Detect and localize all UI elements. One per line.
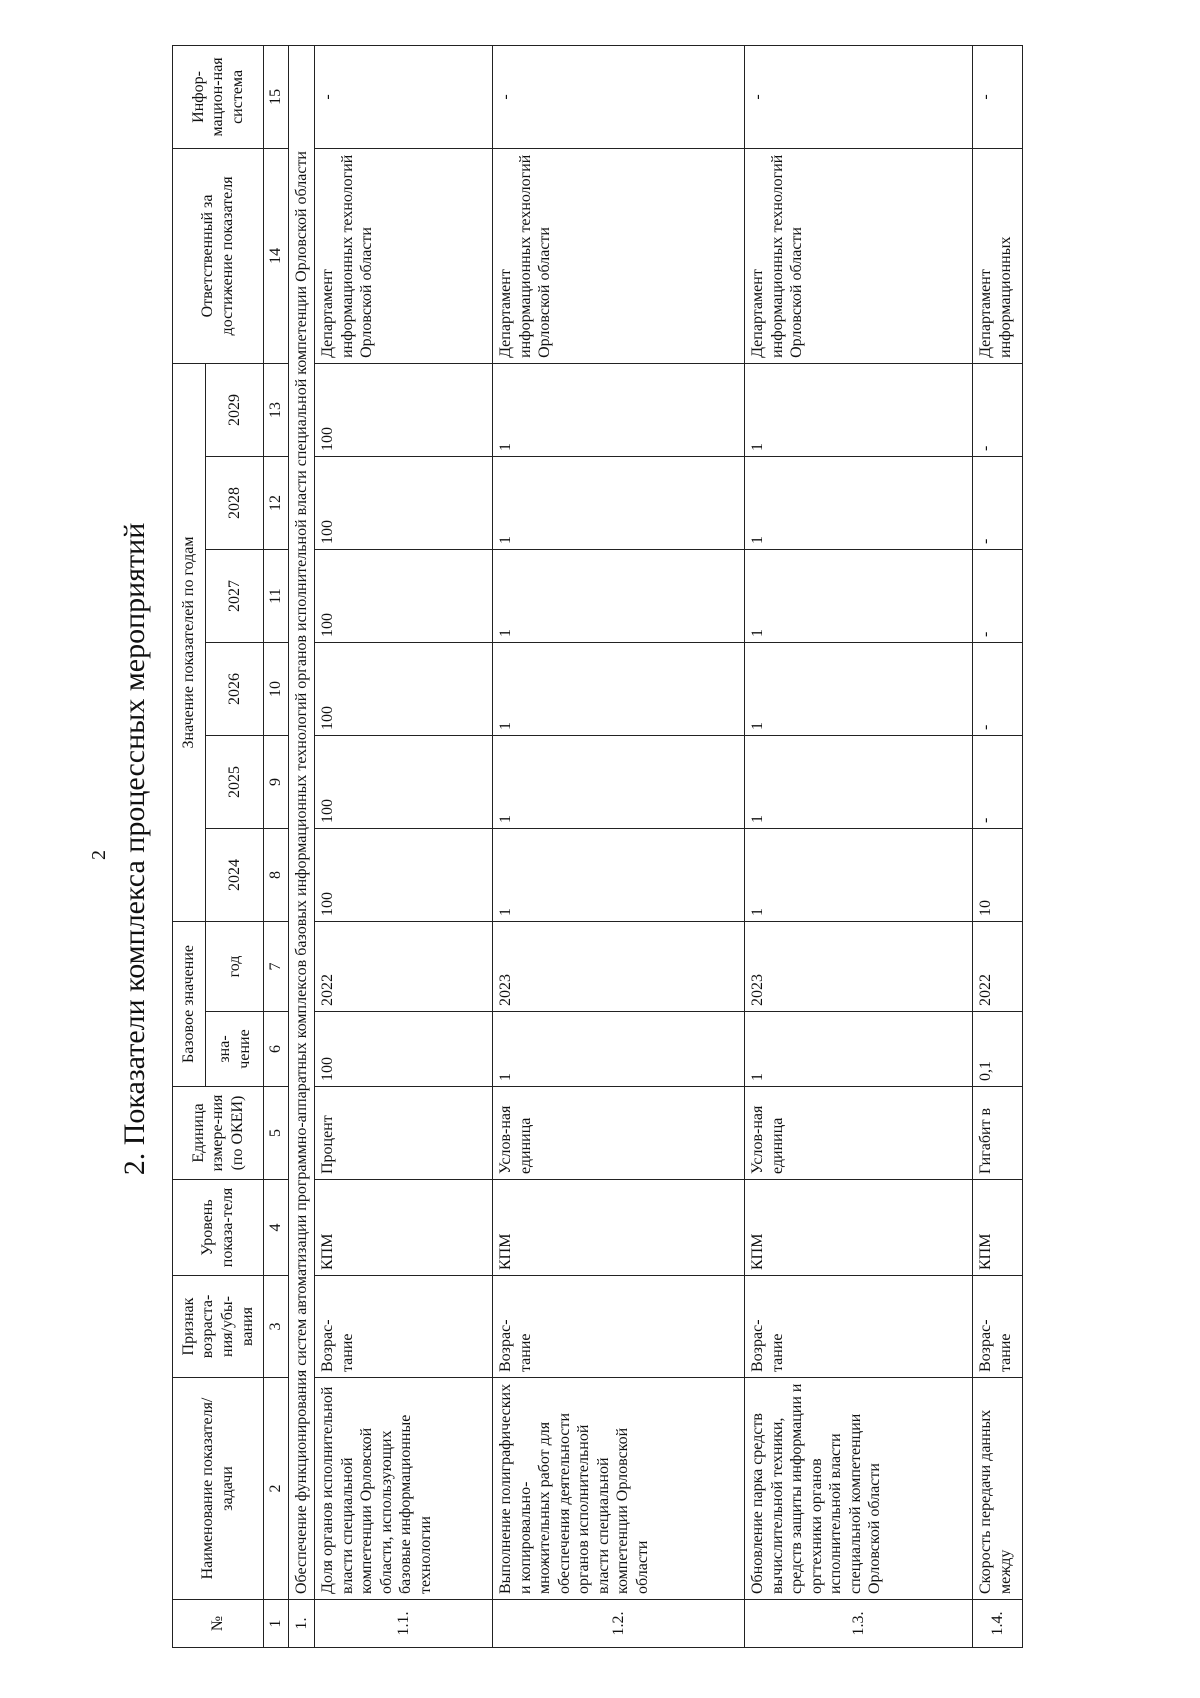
column-number: 8 [264, 828, 289, 921]
header-base: Базовое значение [173, 921, 206, 1086]
base-year: 2023 [745, 921, 973, 1011]
header-year: 2026 [206, 642, 264, 735]
year-value: 1 [493, 549, 745, 642]
indicator-name: Доля органов исполнительной власти специальной компетенции Орловской области, использующих базовые информационные технологии [315, 1378, 493, 1600]
year-value: 100 [315, 456, 493, 549]
header-row-1 [173, 45, 206, 1647]
info-system: - [745, 45, 973, 148]
column-number: 12 [264, 456, 289, 549]
indicator-unit: Услов-ная единица [745, 1087, 973, 1180]
year-value: 1 [493, 735, 745, 828]
year-value: 1 [745, 642, 973, 735]
info-system: - [493, 45, 745, 148]
column-number: 5 [264, 1087, 289, 1180]
year-value: 10 [973, 828, 1023, 921]
column-number: 9 [264, 735, 289, 828]
indicator-level: КПМ [973, 1180, 1023, 1276]
header-year: 2028 [206, 456, 264, 549]
year-value: 1 [745, 735, 973, 828]
indicator-sign: Возрас-тание [315, 1276, 493, 1378]
base-year: 2022 [315, 921, 493, 1011]
base-value: 0,1 [973, 1012, 1023, 1087]
column-number: 7 [264, 921, 289, 1011]
indicator-unit: Услов-ная единица [493, 1087, 745, 1180]
header-responsible: Ответственный за достижение показателя [173, 148, 264, 363]
year-value: 1 [745, 363, 973, 456]
responsible: Департамент информационных [973, 148, 1023, 363]
base-value: 100 [315, 1012, 493, 1087]
base-year: 2023 [493, 921, 745, 1011]
header-base-value: зна-чение [206, 1012, 264, 1087]
page-number: 2 [88, 850, 110, 860]
year-value: - [973, 642, 1023, 735]
year-value: - [973, 456, 1023, 549]
column-number: 11 [264, 549, 289, 642]
header-year: 2025 [206, 735, 264, 828]
indicator-name: Скорость передачи данных между [973, 1378, 1023, 1600]
header-info-system: Инфор-мацион-ная система [173, 45, 264, 148]
indicator-name: Выполнение полиграфических и копировально-множительных работ для обеспечения деятельности органов исполнительной власти специальной компетенции Орловской области [493, 1378, 745, 1600]
table-row [315, 45, 493, 1647]
base-value: 1 [493, 1012, 745, 1087]
year-value: 1 [745, 456, 973, 549]
year-value: 1 [493, 363, 745, 456]
year-value: - [973, 735, 1023, 828]
info-system: - [973, 45, 1023, 148]
table-row [745, 45, 973, 1647]
column-number: 6 [264, 1012, 289, 1087]
header-name: Наименование показателя/задачи [173, 1378, 264, 1600]
base-year: 2022 [973, 921, 1023, 1011]
section-number: 1. [288, 1600, 315, 1648]
indicators-table [172, 45, 1023, 1648]
header-year: 2029 [206, 363, 264, 456]
year-value: - [973, 549, 1023, 642]
year-value: 1 [745, 549, 973, 642]
base-value: 1 [745, 1012, 973, 1087]
year-value: 100 [315, 549, 493, 642]
column-number: 2 [264, 1378, 289, 1600]
year-value: 1 [493, 828, 745, 921]
header-sign: Признак возраста-ния/убы-вания [173, 1276, 264, 1378]
table-row [973, 45, 1023, 1647]
row-number: 1.1. [315, 1600, 493, 1648]
indicator-level: КПМ [745, 1180, 973, 1276]
indicator-unit: Процент [315, 1087, 493, 1180]
column-number: 4 [264, 1180, 289, 1276]
column-number: 10 [264, 642, 289, 735]
header-no: № [173, 1600, 264, 1648]
responsible: Департамент информационных технологий Орловской области [745, 148, 973, 363]
section-row [288, 45, 315, 1647]
indicator-unit: Гигабит в [973, 1087, 1023, 1180]
column-number: 14 [264, 148, 289, 363]
table-row [493, 45, 745, 1647]
column-number: 15 [264, 45, 289, 148]
year-value: 1 [745, 828, 973, 921]
row-number: 1.4. [973, 1600, 1023, 1648]
indicator-sign: Возрас-тание [745, 1276, 973, 1378]
row-number: 1.3. [745, 1600, 973, 1648]
header-years-group: Значение показателей по годам [173, 363, 206, 921]
info-system: - [315, 45, 493, 148]
page-title: 2. Показатели комплекса процессных мероприятий [118, 522, 151, 1176]
responsible: Департамент информационных технологий Орловской области [315, 148, 493, 363]
column-number: 3 [264, 1276, 289, 1378]
column-number: 13 [264, 363, 289, 456]
column-number: 1 [264, 1600, 289, 1648]
responsible: Департамент информационных технологий Орловской области [493, 148, 745, 363]
year-value: 1 [493, 456, 745, 549]
header-year: 2024 [206, 828, 264, 921]
section-title: Обеспечение функционирования систем автоматизации программно-аппаратных комплексов базовых информационных технологий органов исполнительной власти специальной компетенции Орловской области [288, 45, 315, 1599]
year-value: 100 [315, 735, 493, 828]
header-level: Уровень показа-теля [173, 1180, 264, 1276]
year-value: - [973, 363, 1023, 456]
header-base-year: год [206, 921, 264, 1011]
column-number-row [264, 45, 289, 1647]
header-year: 2027 [206, 549, 264, 642]
year-value: 100 [315, 828, 493, 921]
year-value: 100 [315, 642, 493, 735]
year-value: 100 [315, 363, 493, 456]
indicator-name: Обновление парка средств вычислительной техники, средств защиты информации и оргтехники органов исполнительной власти специальной компетенции Орловской области [745, 1378, 973, 1600]
indicator-level: КПМ [493, 1180, 745, 1276]
row-number: 1.2. [493, 1600, 745, 1648]
year-value: 1 [493, 642, 745, 735]
indicator-sign: Возрас-тание [493, 1276, 745, 1378]
header-unit: Единица измере-ния (по ОКЕИ) [173, 1087, 264, 1180]
indicator-level: КПМ [315, 1180, 493, 1276]
indicator-sign: Возрас-тание [973, 1276, 1023, 1378]
